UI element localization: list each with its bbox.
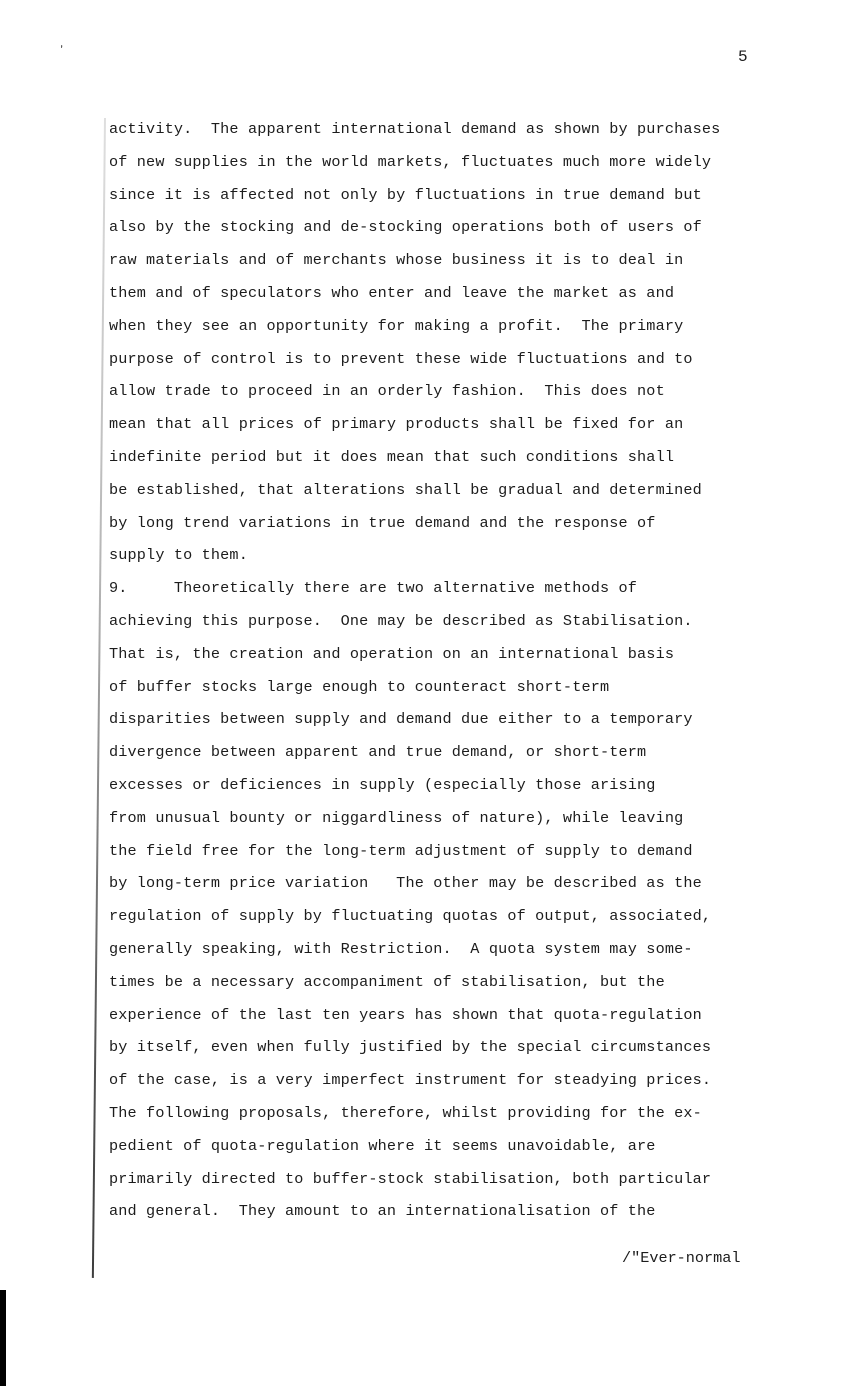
text-line: of buffer stocks large enough to counteract short-term — [109, 677, 610, 696]
text-line: since it is affected not only by fluctuations in true demand but — [109, 185, 702, 204]
paragraph-9-start: 9. Theoretically there are two alternative methods of — [109, 579, 638, 598]
text-line: excesses or deficiences in supply (especially those arising — [109, 775, 656, 794]
text-line: The following proposals, therefore, whilst providing for the ex- — [109, 1103, 702, 1122]
text-line: indefinite period but it does mean that such conditions shall — [109, 447, 675, 466]
text-line: also by the stocking and de-stocking operations both of users of — [109, 218, 702, 237]
text-line: them and of speculators who enter and leave the market as and — [109, 283, 675, 302]
text-line: times be a necessary accompaniment of stabilisation, but the — [109, 972, 665, 991]
margin-mark: ʼ — [58, 44, 66, 58]
text-line: be established, that alterations shall be gradual and determined — [109, 480, 702, 499]
text-line: by long trend variations in true demand and the response of — [109, 513, 656, 532]
text-line: activity. The apparent international demand as shown by purchases — [109, 120, 721, 138]
text-line: when they see an opportunity for making a profit. The primary — [109, 316, 684, 335]
text-line: pedient of quota-regulation where it seems unavoidable, are — [109, 1136, 656, 1155]
text-line: the field free for the long-term adjustment of supply to demand — [109, 841, 693, 860]
text-line: by long-term price variation The other may be described as the — [109, 874, 702, 893]
margin-rule — [92, 118, 106, 1278]
text-line: from unusual bounty or niggardliness of nature), while leaving — [109, 808, 684, 827]
text-line: That is, the creation and operation on an international basis — [109, 644, 675, 663]
text-line: disparities between supply and demand due either to a temporary — [109, 710, 693, 729]
text-line: of new supplies in the world markets, fluctuates much more widely — [109, 152, 712, 171]
text-line: supply to them. — [109, 546, 248, 565]
text-line: primarily directed to buffer-stock stabilisation, both particular — [109, 1169, 712, 1188]
text-line: achieving this purpose. One may be described as Stabilisation. — [109, 611, 693, 630]
body-text — [109, 113, 789, 1228]
catchword: /"Ever-normal — [622, 1249, 741, 1267]
text-line: allow trade to proceed in an orderly fashion. This does not — [109, 382, 665, 401]
scan-edge-bar — [0, 1290, 6, 1386]
text-line: raw materials and of merchants whose business it is to deal in — [109, 251, 684, 270]
text-line: divergence between apparent and true demand, or short-term — [109, 743, 647, 762]
text-line: purpose of control is to prevent these wide fluctuations and to — [109, 349, 693, 368]
text-line: of the case, is a very imperfect instrument for steadying prices. — [109, 1071, 712, 1090]
text-line: generally speaking, with Restriction. A quota system may some- — [109, 939, 693, 958]
text-line: by itself, even when fully justified by the special circumstances — [109, 1038, 712, 1057]
text-line: mean that all prices of primary products shall be fixed for an — [109, 415, 684, 434]
text-line: regulation of supply by fluctuating quotas of output, associated, — [109, 907, 712, 926]
page-number: 5 — [738, 48, 749, 66]
text-line: and general. They amount to an internationalisation of the — [109, 1202, 656, 1221]
text-line: experience of the last ten years has shown that quota-regulation — [109, 1005, 702, 1024]
